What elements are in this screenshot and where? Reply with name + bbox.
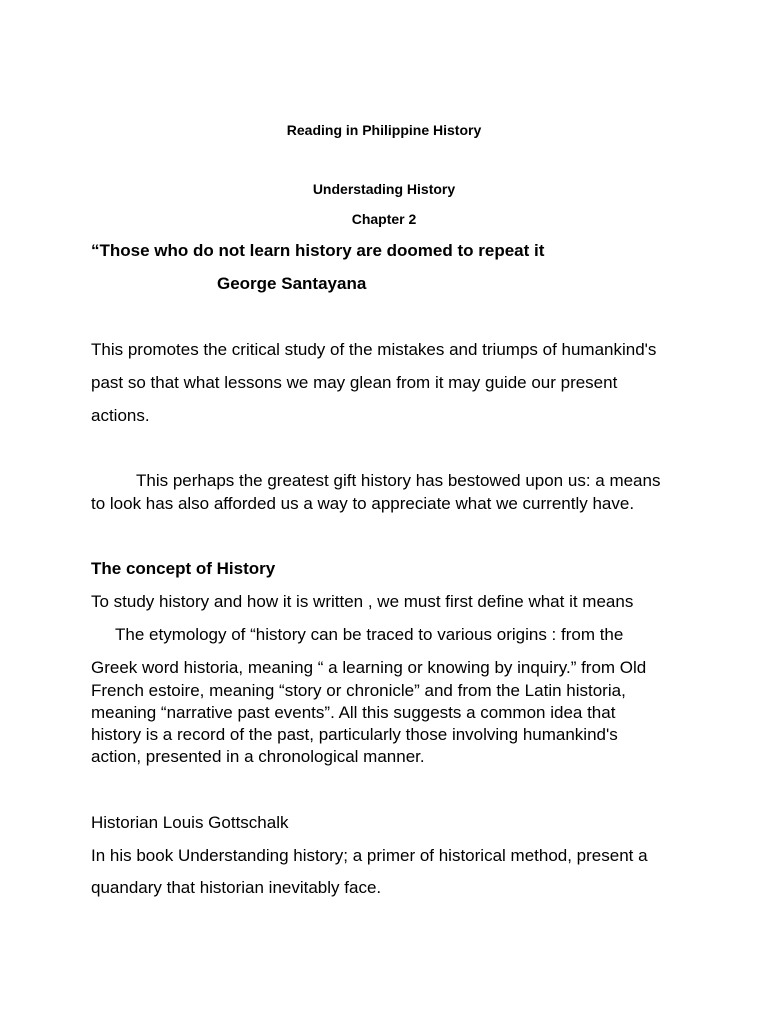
course-title: Reading in Philippine History (286, 122, 482, 138)
topic-title: Understading History (312, 181, 456, 197)
intro-line: past so that what lessons we may glean from it may guide our present (91, 373, 618, 392)
intro-line: actions. (91, 406, 150, 425)
intro-line: This promotes the critical study of the mistakes and triumps of humankind's (91, 340, 657, 359)
gift-line: to look has also afforded us a way to appreciate what we currently have. (91, 494, 635, 513)
etymology-line: French estoire, meaning “story or chronicle” and from the Latin historia, (91, 681, 626, 700)
chapter-label: Chapter 2 (351, 211, 417, 227)
historian-heading: Historian Louis Gottschalk (91, 813, 289, 832)
book-line: In his book Understanding history; a primer of historical method, present a (91, 846, 648, 865)
etymology-line: The etymology of “history can be traced to various origins : from the (115, 625, 624, 644)
etymology-line: history is a record of the past, particularly those involving humankind's (91, 725, 618, 744)
concept-heading: The concept of History (91, 559, 276, 578)
quote-text: “Those who do not learn history are doomed to repeat it (91, 241, 545, 260)
etymology-line: action, presented in a chronological manner. (91, 747, 425, 766)
book-line: quandary that historian inevitably face. (91, 878, 382, 897)
etymology-line: Greek word historia, meaning “ a learning or knowing by inquiry.” from Old (91, 658, 647, 677)
etymology-line: meaning “narrative past events”. All this suggests a common idea that (91, 703, 616, 722)
gift-line: This perhaps the greatest gift history has bestowed upon us: a means (136, 471, 661, 490)
quote-author: George Santayana (217, 274, 367, 293)
concept-intro: To study history and how it is written , we must first define what it means (91, 592, 634, 611)
